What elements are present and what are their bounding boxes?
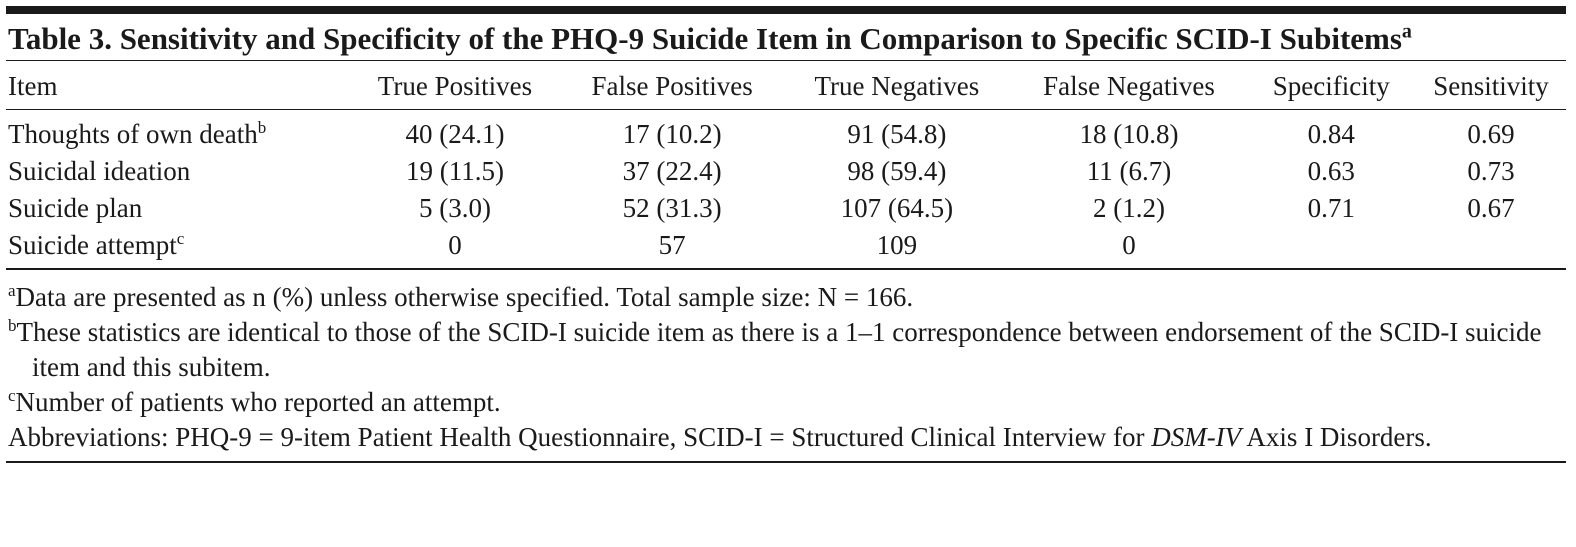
cell-false-positives: 57 [658, 230, 686, 260]
row-footnote-marker: c [176, 229, 185, 248]
cell-false-positives: 52 (31.3) [622, 193, 722, 223]
cell-sensitivity: 0.73 [1467, 156, 1515, 186]
cell-false-negatives: 18 (10.8) [1079, 119, 1179, 149]
cell-false-negatives: 2 (1.2) [1093, 193, 1165, 223]
title-footnote-marker: a [1401, 20, 1412, 43]
table-row [6, 227, 1566, 268]
table-row [6, 110, 1566, 154]
table-title [8, 22, 1566, 56]
table-title-text: Table 3. Sensitivity and Specificity of the PHQ-9 Suicide Item in Comparison to Specific SCID-I Subitems [8, 21, 1402, 56]
footnote-b [8, 315, 1566, 385]
header-true-positives: True Positives [377, 70, 533, 101]
cell-sensitivity [1416, 227, 1566, 268]
row-item-label: Thoughts of own death [8, 119, 258, 149]
table-document [6, 0, 1566, 463]
cell-false-positives: 37 (22.4) [622, 156, 722, 186]
footnote-abbreviations [8, 420, 1566, 455]
table-header-row [6, 61, 1566, 110]
cell-sensitivity: 0.67 [1467, 193, 1515, 223]
footnote-marker: b [8, 316, 17, 335]
data-table [6, 61, 1566, 268]
abbreviations-italic: DSM-IV [1151, 422, 1242, 452]
cell-true-positives: 0 [448, 230, 462, 260]
header-sensitivity: Sensitivity [1433, 70, 1549, 101]
row-footnote-marker: b [257, 118, 267, 137]
cell-sensitivity: 0.69 [1467, 119, 1515, 149]
cell-false-negatives: 0 [1122, 230, 1136, 260]
row-item-label: Suicidal ideation [8, 156, 191, 186]
cell-specificity: 0.71 [1307, 193, 1355, 223]
cell-false-negatives: 11 (6.7) [1086, 156, 1172, 186]
footnote-text: Data are presented as n (%) unless otherwise specified. Total sample size: N = 166. [15, 282, 914, 312]
cell-true-positives: 19 (11.5) [405, 156, 504, 186]
footnote-a [8, 280, 1566, 315]
footnote-text: These statistics are identical to those of the SCID-I suicide item as there is a 1–1 correspondence between endorsement of the SCID-I suicide item and this subitem. [16, 317, 1542, 382]
row-item-label: Suicide attempt [8, 230, 177, 260]
cell-true-negatives: 107 (64.5) [840, 193, 954, 223]
row-item [6, 227, 348, 268]
table-row [6, 153, 1566, 190]
cell-true-negatives: 109 [876, 230, 918, 260]
row-item [6, 190, 348, 227]
cell-specificity: 0.63 [1307, 156, 1355, 186]
table-row [6, 190, 1566, 227]
bottom-rule [6, 461, 1566, 463]
footnotes [6, 270, 1566, 461]
footnote-c [8, 385, 1566, 420]
abbreviations-suffix: Axis I Disorders. [1241, 422, 1432, 452]
header-false-positives: False Positives [591, 70, 753, 101]
cell-true-positives: 5 (3.0) [418, 193, 491, 223]
cell-true-positives: 40 (24.1) [405, 119, 505, 149]
cell-specificity: 0.84 [1307, 119, 1355, 149]
abbreviations-prefix: Abbreviations: PHQ-9 = 9-item Patient Health Questionnaire, SCID-I = Structured Clinical Interview for [8, 422, 1152, 452]
cell-true-negatives: 91 (54.8) [847, 119, 947, 149]
row-item-label: Suicide plan [8, 193, 143, 223]
cell-false-positives: 17 (10.2) [622, 119, 722, 149]
cell-true-negatives: 98 (59.4) [847, 156, 947, 186]
footnote-text: Number of patients who reported an attempt. [15, 387, 501, 417]
footnote-marker: c [8, 386, 16, 405]
header-specificity: Specificity [1272, 70, 1390, 101]
cell-specificity [1246, 227, 1416, 268]
footnote-marker: a [8, 281, 16, 300]
top-rule [6, 6, 1566, 14]
header-true-negatives: True Negatives [814, 70, 980, 101]
row-item [6, 153, 348, 190]
header-false-negatives: False Negatives [1043, 70, 1215, 101]
header-item: Item [8, 70, 58, 101]
row-item [6, 110, 348, 154]
